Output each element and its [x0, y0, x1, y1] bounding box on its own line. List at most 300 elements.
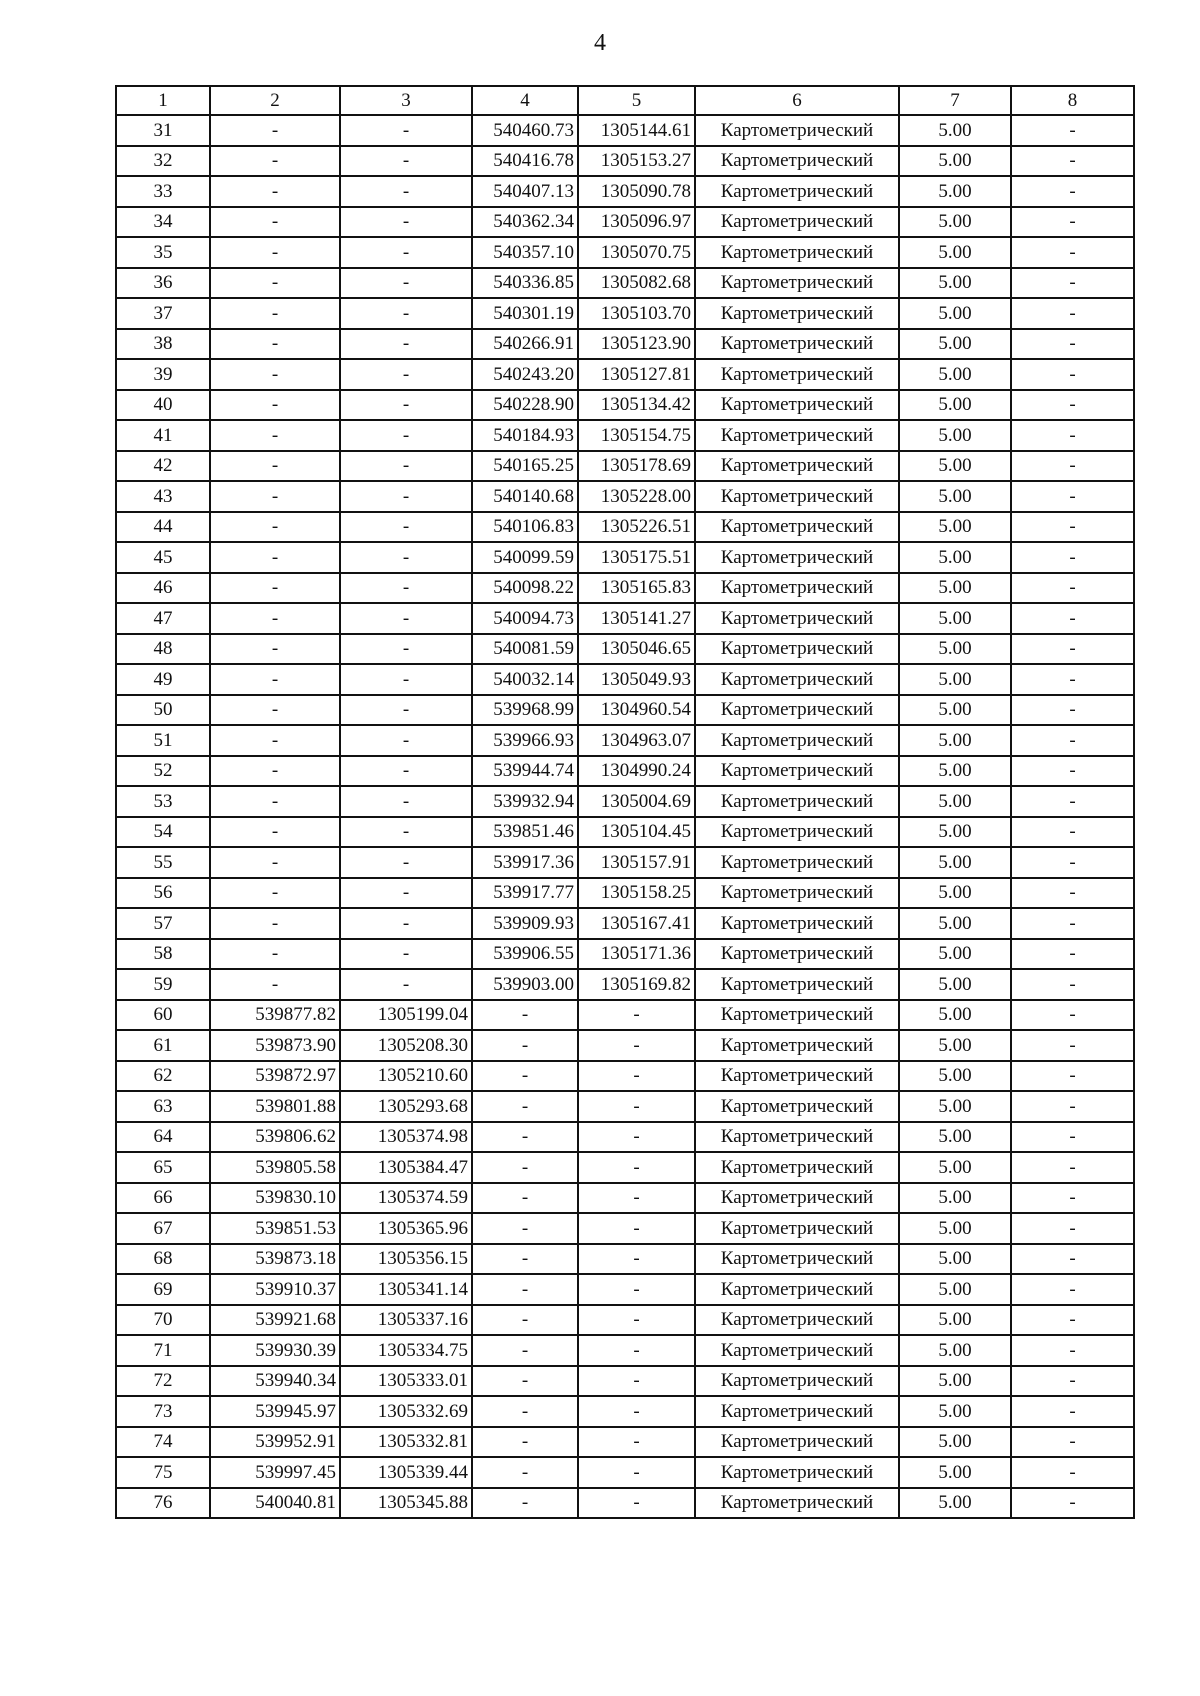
table-row — [116, 512, 1134, 543]
point-number-cell: 32 — [116, 146, 210, 177]
description-cell: - — [1011, 603, 1134, 634]
method-cell: Картометрический — [695, 664, 899, 695]
x-new-cell: - — [210, 268, 340, 299]
point-number-cell: 71 — [116, 1335, 210, 1366]
method-cell: Картометрический — [695, 268, 899, 299]
table-row — [116, 1274, 1134, 1305]
column-header: 3 — [340, 86, 472, 115]
y-new-cell: 1305384.47 — [340, 1152, 472, 1183]
method-cell: Картометрический — [695, 725, 899, 756]
method-cell: Картометрический — [695, 1457, 899, 1488]
method-cell: Картометрический — [695, 390, 899, 421]
point-number-cell: 66 — [116, 1183, 210, 1214]
x-old-cell: - — [472, 1061, 578, 1092]
description-cell: - — [1011, 1488, 1134, 1519]
x-new-cell: 539910.37 — [210, 1274, 340, 1305]
accuracy-cell: 5.00 — [899, 573, 1011, 604]
description-cell: - — [1011, 268, 1134, 299]
accuracy-cell: 5.00 — [899, 176, 1011, 207]
method-cell: Картометрический — [695, 420, 899, 451]
column-header: 8 — [1011, 86, 1134, 115]
description-cell: - — [1011, 573, 1134, 604]
x-old-cell: - — [472, 1457, 578, 1488]
y-new-cell: 1305332.69 — [340, 1396, 472, 1427]
description-cell: - — [1011, 512, 1134, 543]
y-new-cell: 1305339.44 — [340, 1457, 472, 1488]
y-old-cell: 1305104.45 — [578, 817, 695, 848]
coordinates-table — [115, 85, 1135, 1519]
description-cell: - — [1011, 1000, 1134, 1031]
x-new-cell: 539851.53 — [210, 1213, 340, 1244]
description-cell: - — [1011, 1366, 1134, 1397]
x-old-cell: - — [472, 1305, 578, 1336]
method-cell: Картометрический — [695, 451, 899, 482]
y-new-cell: 1305333.01 — [340, 1366, 472, 1397]
table-row — [116, 146, 1134, 177]
accuracy-cell: 5.00 — [899, 756, 1011, 787]
description-cell: - — [1011, 1061, 1134, 1092]
description-cell: - — [1011, 847, 1134, 878]
y-old-cell: - — [578, 1122, 695, 1153]
x-old-cell: 540460.73 — [472, 115, 578, 146]
y-old-cell: 1305141.27 — [578, 603, 695, 634]
table-row — [116, 756, 1134, 787]
y-old-cell: - — [578, 1488, 695, 1519]
description-cell: - — [1011, 420, 1134, 451]
accuracy-cell: 5.00 — [899, 146, 1011, 177]
y-new-cell: 1305345.88 — [340, 1488, 472, 1519]
description-cell: - — [1011, 329, 1134, 360]
table-row — [116, 939, 1134, 970]
description-cell: - — [1011, 695, 1134, 726]
method-cell: Картометрический — [695, 1152, 899, 1183]
y-new-cell: 1305332.81 — [340, 1427, 472, 1458]
y-new-cell: - — [340, 207, 472, 238]
description-cell: - — [1011, 176, 1134, 207]
x-new-cell: 539830.10 — [210, 1183, 340, 1214]
y-new-cell: - — [340, 908, 472, 939]
x-new-cell: - — [210, 390, 340, 421]
table-row — [116, 1488, 1134, 1519]
accuracy-cell: 5.00 — [899, 1335, 1011, 1366]
column-header: 5 — [578, 86, 695, 115]
y-old-cell: 1305082.68 — [578, 268, 695, 299]
table-row — [116, 1183, 1134, 1214]
x-old-cell: 540357.10 — [472, 237, 578, 268]
y-old-cell: 1305134.42 — [578, 390, 695, 421]
accuracy-cell: 5.00 — [899, 908, 1011, 939]
y-old-cell: - — [578, 1152, 695, 1183]
y-new-cell: 1305293.68 — [340, 1091, 472, 1122]
accuracy-cell: 5.00 — [899, 1152, 1011, 1183]
accuracy-cell: 5.00 — [899, 298, 1011, 329]
x-old-cell: 540243.20 — [472, 359, 578, 390]
column-header: 6 — [695, 86, 899, 115]
table-row — [116, 115, 1134, 146]
x-new-cell: 539952.91 — [210, 1427, 340, 1458]
table-row — [116, 969, 1134, 1000]
x-new-cell: - — [210, 359, 340, 390]
x-old-cell: - — [472, 1152, 578, 1183]
x-new-cell: - — [210, 573, 340, 604]
method-cell: Картометрический — [695, 573, 899, 604]
table-row — [116, 573, 1134, 604]
point-number-cell: 38 — [116, 329, 210, 360]
point-number-cell: 36 — [116, 268, 210, 299]
x-new-cell: - — [210, 451, 340, 482]
x-new-cell: - — [210, 969, 340, 1000]
accuracy-cell: 5.00 — [899, 451, 1011, 482]
y-old-cell: - — [578, 1396, 695, 1427]
point-number-cell: 31 — [116, 115, 210, 146]
table-row — [116, 725, 1134, 756]
point-number-cell: 50 — [116, 695, 210, 726]
x-old-cell: 540266.91 — [472, 329, 578, 360]
y-new-cell: - — [340, 298, 472, 329]
method-cell: Картометрический — [695, 939, 899, 970]
y-old-cell: - — [578, 1335, 695, 1366]
y-old-cell: 1305175.51 — [578, 542, 695, 573]
method-cell: Картометрический — [695, 237, 899, 268]
accuracy-cell: 5.00 — [899, 481, 1011, 512]
method-cell: Картометрический — [695, 359, 899, 390]
y-new-cell: - — [340, 329, 472, 360]
y-old-cell: - — [578, 1274, 695, 1305]
accuracy-cell: 5.00 — [899, 634, 1011, 665]
x-new-cell: - — [210, 298, 340, 329]
method-cell: Картометрический — [695, 1122, 899, 1153]
x-new-cell: - — [210, 634, 340, 665]
x-new-cell: - — [210, 146, 340, 177]
y-old-cell: 1305123.90 — [578, 329, 695, 360]
description-cell: - — [1011, 1091, 1134, 1122]
point-number-cell: 62 — [116, 1061, 210, 1092]
y-new-cell: - — [340, 512, 472, 543]
y-old-cell: 1305049.93 — [578, 664, 695, 695]
method-cell: Картометрический — [695, 756, 899, 787]
accuracy-cell: 5.00 — [899, 939, 1011, 970]
table-row — [116, 1457, 1134, 1488]
y-old-cell: 1304963.07 — [578, 725, 695, 756]
table-row — [116, 481, 1134, 512]
accuracy-cell: 5.00 — [899, 1000, 1011, 1031]
accuracy-cell: 5.00 — [899, 1457, 1011, 1488]
method-cell: Картометрический — [695, 1213, 899, 1244]
y-new-cell: - — [340, 146, 472, 177]
x-old-cell: 540165.25 — [472, 451, 578, 482]
y-new-cell: - — [340, 878, 472, 909]
x-new-cell: - — [210, 756, 340, 787]
x-old-cell: 540407.13 — [472, 176, 578, 207]
x-old-cell: - — [472, 1000, 578, 1031]
x-new-cell: 539805.58 — [210, 1152, 340, 1183]
table-row — [116, 786, 1134, 817]
point-number-cell: 63 — [116, 1091, 210, 1122]
accuracy-cell: 5.00 — [899, 1396, 1011, 1427]
y-old-cell: 1305127.81 — [578, 359, 695, 390]
x-old-cell: 539909.93 — [472, 908, 578, 939]
accuracy-cell: 5.00 — [899, 1091, 1011, 1122]
point-number-cell: 59 — [116, 969, 210, 1000]
description-cell: - — [1011, 298, 1134, 329]
x-old-cell: - — [472, 1213, 578, 1244]
method-cell: Картометрический — [695, 298, 899, 329]
point-number-cell: 56 — [116, 878, 210, 909]
method-cell: Картометрический — [695, 1427, 899, 1458]
x-new-cell: 539873.18 — [210, 1244, 340, 1275]
y-new-cell: - — [340, 481, 472, 512]
table-row — [116, 1335, 1134, 1366]
accuracy-cell: 5.00 — [899, 695, 1011, 726]
accuracy-cell: 5.00 — [899, 664, 1011, 695]
x-new-cell: - — [210, 847, 340, 878]
point-number-cell: 65 — [116, 1152, 210, 1183]
x-new-cell: - — [210, 420, 340, 451]
method-cell: Картометрический — [695, 908, 899, 939]
y-old-cell: - — [578, 1427, 695, 1458]
table-row — [116, 329, 1134, 360]
accuracy-cell: 5.00 — [899, 207, 1011, 238]
table-row — [116, 1152, 1134, 1183]
x-old-cell: 540081.59 — [472, 634, 578, 665]
x-old-cell: 540098.22 — [472, 573, 578, 604]
x-old-cell: - — [472, 1244, 578, 1275]
method-cell: Картометрический — [695, 634, 899, 665]
description-cell: - — [1011, 1030, 1134, 1061]
point-number-cell: 39 — [116, 359, 210, 390]
y-new-cell: 1305334.75 — [340, 1335, 472, 1366]
point-number-cell: 43 — [116, 481, 210, 512]
x-old-cell: 540184.93 — [472, 420, 578, 451]
x-new-cell: - — [210, 237, 340, 268]
y-new-cell: 1305210.60 — [340, 1061, 472, 1092]
table-row — [116, 1030, 1134, 1061]
x-new-cell: - — [210, 695, 340, 726]
y-new-cell: 1305199.04 — [340, 1000, 472, 1031]
point-number-cell: 51 — [116, 725, 210, 756]
y-old-cell: - — [578, 1091, 695, 1122]
table-row — [116, 451, 1134, 482]
x-old-cell: 540094.73 — [472, 603, 578, 634]
x-new-cell: 539806.62 — [210, 1122, 340, 1153]
x-new-cell: - — [210, 542, 340, 573]
description-cell: - — [1011, 1305, 1134, 1336]
description-cell: - — [1011, 634, 1134, 665]
table-row — [116, 695, 1134, 726]
point-number-cell: 58 — [116, 939, 210, 970]
description-cell: - — [1011, 939, 1134, 970]
accuracy-cell: 5.00 — [899, 237, 1011, 268]
accuracy-cell: 5.00 — [899, 1274, 1011, 1305]
method-cell: Картометрический — [695, 1488, 899, 1519]
y-new-cell: - — [340, 695, 472, 726]
y-new-cell: - — [340, 451, 472, 482]
x-old-cell: 540416.78 — [472, 146, 578, 177]
method-cell: Картометрический — [695, 1183, 899, 1214]
x-old-cell: 539917.36 — [472, 847, 578, 878]
table-row — [116, 1305, 1134, 1336]
x-new-cell: 539930.39 — [210, 1335, 340, 1366]
method-cell: Картометрический — [695, 1366, 899, 1397]
table-row — [116, 420, 1134, 451]
y-new-cell: - — [340, 969, 472, 1000]
y-old-cell: 1305226.51 — [578, 512, 695, 543]
method-cell: Картометрический — [695, 969, 899, 1000]
y-new-cell: 1305208.30 — [340, 1030, 472, 1061]
table-row — [116, 207, 1134, 238]
accuracy-cell: 5.00 — [899, 1061, 1011, 1092]
table-row — [116, 390, 1134, 421]
accuracy-cell: 5.00 — [899, 542, 1011, 573]
accuracy-cell: 5.00 — [899, 268, 1011, 299]
y-old-cell: 1304960.54 — [578, 695, 695, 726]
y-old-cell: 1304990.24 — [578, 756, 695, 787]
point-number-cell: 33 — [116, 176, 210, 207]
description-cell: - — [1011, 207, 1134, 238]
y-old-cell: 1305153.27 — [578, 146, 695, 177]
accuracy-cell: 5.00 — [899, 1427, 1011, 1458]
y-old-cell: 1305167.41 — [578, 908, 695, 939]
y-old-cell: 1305096.97 — [578, 207, 695, 238]
point-number-cell: 64 — [116, 1122, 210, 1153]
accuracy-cell: 5.00 — [899, 420, 1011, 451]
point-number-cell: 44 — [116, 512, 210, 543]
accuracy-cell: 5.00 — [899, 725, 1011, 756]
description-cell: - — [1011, 542, 1134, 573]
description-cell: - — [1011, 725, 1134, 756]
accuracy-cell: 5.00 — [899, 1122, 1011, 1153]
y-new-cell: - — [340, 756, 472, 787]
description-cell: - — [1011, 756, 1134, 787]
x-old-cell: 539903.00 — [472, 969, 578, 1000]
x-new-cell: 540040.81 — [210, 1488, 340, 1519]
y-new-cell: - — [340, 847, 472, 878]
y-new-cell: - — [340, 786, 472, 817]
description-cell: - — [1011, 1213, 1134, 1244]
table-row — [116, 359, 1134, 390]
x-old-cell: 540362.34 — [472, 207, 578, 238]
description-cell: - — [1011, 1274, 1134, 1305]
x-old-cell: 539968.99 — [472, 695, 578, 726]
x-new-cell: 539945.97 — [210, 1396, 340, 1427]
table-row — [116, 664, 1134, 695]
table-header-row — [116, 86, 1134, 115]
method-cell: Картометрический — [695, 176, 899, 207]
method-cell: Картометрический — [695, 1305, 899, 1336]
y-old-cell: 1305158.25 — [578, 878, 695, 909]
y-old-cell: - — [578, 1030, 695, 1061]
point-number-cell: 72 — [116, 1366, 210, 1397]
point-number-cell: 47 — [116, 603, 210, 634]
description-cell: - — [1011, 908, 1134, 939]
point-number-cell: 55 — [116, 847, 210, 878]
y-old-cell: 1305165.83 — [578, 573, 695, 604]
table-row — [116, 1000, 1134, 1031]
x-new-cell: - — [210, 908, 340, 939]
x-old-cell: - — [472, 1427, 578, 1458]
y-old-cell: 1305144.61 — [578, 115, 695, 146]
point-number-cell: 57 — [116, 908, 210, 939]
x-old-cell: 539944.74 — [472, 756, 578, 787]
description-cell: - — [1011, 115, 1134, 146]
description-cell: - — [1011, 359, 1134, 390]
accuracy-cell: 5.00 — [899, 603, 1011, 634]
description-cell: - — [1011, 1244, 1134, 1275]
accuracy-cell: 5.00 — [899, 969, 1011, 1000]
y-new-cell: - — [340, 420, 472, 451]
description-cell: - — [1011, 1396, 1134, 1427]
method-cell: Картометрический — [695, 1000, 899, 1031]
point-number-cell: 46 — [116, 573, 210, 604]
description-cell: - — [1011, 1427, 1134, 1458]
accuracy-cell: 5.00 — [899, 390, 1011, 421]
page-number: 4 — [594, 30, 606, 56]
x-old-cell: - — [472, 1183, 578, 1214]
y-new-cell: 1305365.96 — [340, 1213, 472, 1244]
x-old-cell: 540140.68 — [472, 481, 578, 512]
method-cell: Картометрический — [695, 115, 899, 146]
y-old-cell: - — [578, 1061, 695, 1092]
description-cell: - — [1011, 237, 1134, 268]
column-header: 7 — [899, 86, 1011, 115]
x-old-cell: 540228.90 — [472, 390, 578, 421]
accuracy-cell: 5.00 — [899, 115, 1011, 146]
x-old-cell: 540336.85 — [472, 268, 578, 299]
accuracy-cell: 5.00 — [899, 1305, 1011, 1336]
y-new-cell: - — [340, 725, 472, 756]
method-cell: Картометрический — [695, 1091, 899, 1122]
column-header: 2 — [210, 86, 340, 115]
y-new-cell: - — [340, 573, 472, 604]
method-cell: Картометрический — [695, 1244, 899, 1275]
point-number-cell: 41 — [116, 420, 210, 451]
y-old-cell: - — [578, 1366, 695, 1397]
y-new-cell: 1305337.16 — [340, 1305, 472, 1336]
x-old-cell: 540099.59 — [472, 542, 578, 573]
y-old-cell: 1305090.78 — [578, 176, 695, 207]
description-cell: - — [1011, 1335, 1134, 1366]
method-cell: Картометрический — [695, 329, 899, 360]
table-row — [116, 268, 1134, 299]
x-old-cell: 539851.46 — [472, 817, 578, 848]
x-new-cell: 539940.34 — [210, 1366, 340, 1397]
table-row — [116, 1091, 1134, 1122]
table-body — [116, 115, 1134, 1518]
y-old-cell: 1305004.69 — [578, 786, 695, 817]
y-old-cell: - — [578, 1457, 695, 1488]
method-cell: Картометрический — [695, 542, 899, 573]
y-old-cell: - — [578, 1305, 695, 1336]
method-cell: Картометрический — [695, 603, 899, 634]
accuracy-cell: 5.00 — [899, 847, 1011, 878]
description-cell: - — [1011, 969, 1134, 1000]
x-old-cell: 540301.19 — [472, 298, 578, 329]
method-cell: Картометрический — [695, 1061, 899, 1092]
description-cell: - — [1011, 1183, 1134, 1214]
table-row — [116, 634, 1134, 665]
point-number-cell: 73 — [116, 1396, 210, 1427]
accuracy-cell: 5.00 — [899, 786, 1011, 817]
x-new-cell: - — [210, 786, 340, 817]
y-new-cell: - — [340, 115, 472, 146]
point-number-cell: 61 — [116, 1030, 210, 1061]
x-old-cell: - — [472, 1396, 578, 1427]
y-old-cell: 1305178.69 — [578, 451, 695, 482]
accuracy-cell: 5.00 — [899, 1030, 1011, 1061]
y-old-cell: 1305070.75 — [578, 237, 695, 268]
point-number-cell: 68 — [116, 1244, 210, 1275]
accuracy-cell: 5.00 — [899, 878, 1011, 909]
